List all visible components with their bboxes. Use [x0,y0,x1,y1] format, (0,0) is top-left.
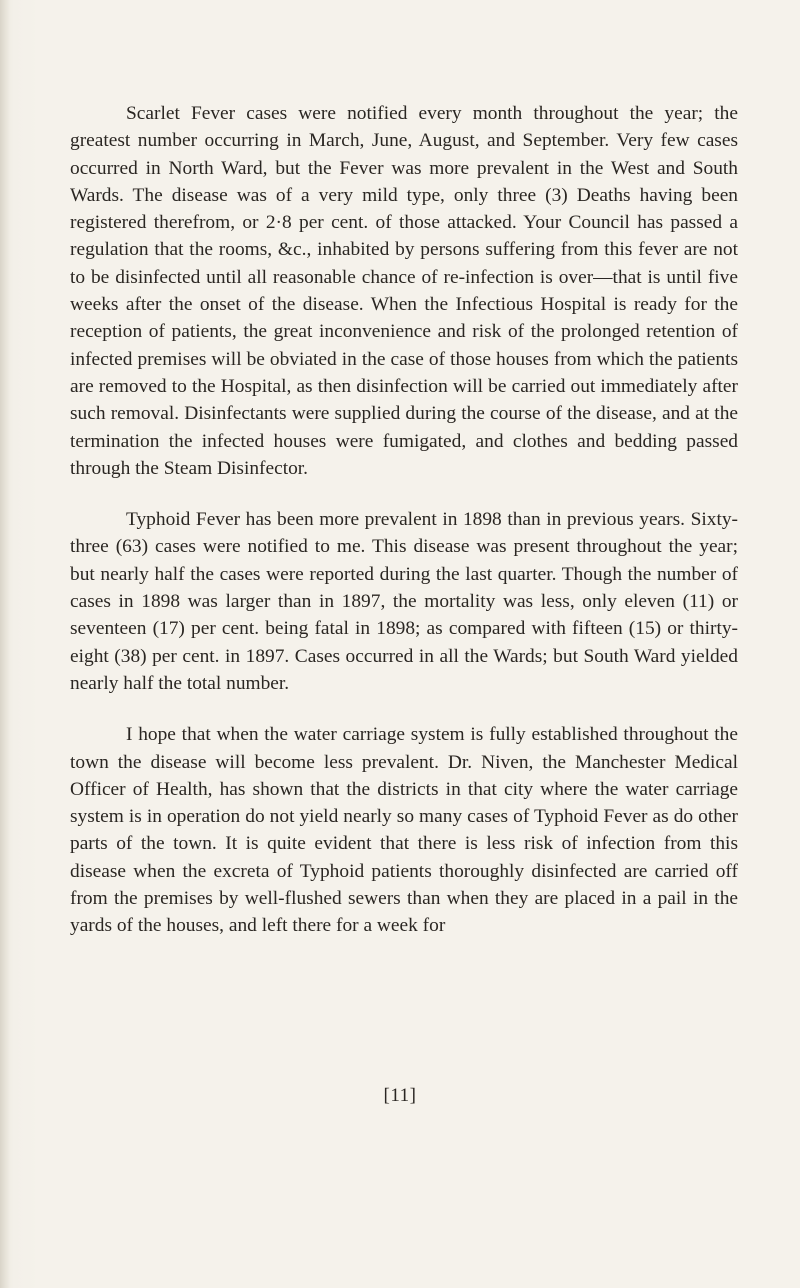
page-number: [11] [383,1085,417,1106]
paragraph-scarlet-fever: Scarlet Fever cases were notified every month throughout the year; the greatest number occurring in March, June, August, and September. Very few cases occurred in North Ward, but the Fever was more prevalent in the West and South Wards. The disease was of a very mild type, only three (3) Deaths having been registered therefrom, or 2·8 per cent. of those attacked. Your Council has passed a regulation that the rooms, &c., inhabited by persons suffering from this fever are not to be disinfected until all reasonable chance of re-infection is over—that is until five weeks after the onset of the disease. When the Infectious Hospital is ready for the reception of patients, the great inconvenience and risk of the prolonged retention of infected premises will be obviated in the case of those houses from which the patients are removed to the Hospital, as then disinfection will be carried out immediately after such removal. Disinfectants were supplied during the course of the disease, and at the termination the infected houses were fumigated, and clothes and bedding passed through the Steam Disinfector. [70,103,738,479]
body-text [70,100,738,964]
paragraph-typhoid-fever: Typhoid Fever has been more prevalent in 1898 than in previous years. Sixty-three (63) cases were notified to me. This disease was present throughout the year; but nearly half the cases were reported during the last quarter. Though the number of cases in 1898 was larger than in 1897, the mortality was less, only eleven (11) or seventeen (17) per cent. being fatal in 1898; as compared with fifteen (15) or thirty-eight (38) per cent. in 1897. Cases occurred in all the Wards; but South Ward yielded nearly half the total number. [70,509,738,694]
paragraph-water-carriage: I hope that when the water carriage system is fully established throughout the town the disease will become less prevalent. Dr. Niven, the Manchester Medical Officer of Health, has shown that the districts in that city where the water carriage system is in operation do not yield nearly so many cases of Typhoid Fever as do other parts of the town. It is quite evident that there is less risk of infection from this disease when the excreta of Typhoid patients thoroughly disinfected are carried off from the premises by well-flushed sewers than when they are placed in a pail in the yards of the houses, and left there for a week for [70,724,738,937]
